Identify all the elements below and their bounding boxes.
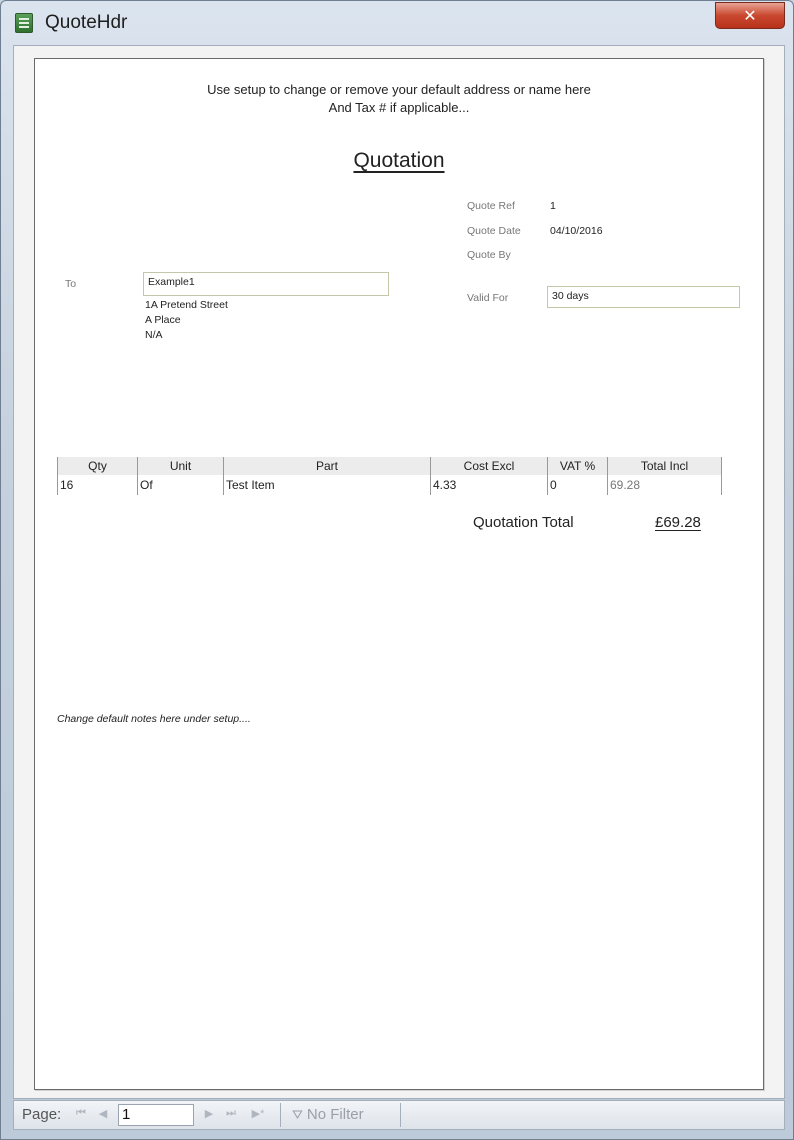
quotation-total-label: Quotation Total — [473, 514, 574, 531]
report-preview-area[interactable] — [13, 45, 785, 1099]
header-line-2: And Tax # if applicable... — [328, 100, 470, 115]
column-header-unit: Unit — [137, 457, 223, 475]
quote-date-value: 04/10/2016 — [550, 225, 603, 237]
column-header-cost-excl: Cost Excl — [430, 457, 547, 475]
filter-icon: ⛛ — [292, 1107, 303, 1122]
address-line-1: 1A Pretend Street — [145, 299, 228, 311]
record-navigation-bar — [13, 1100, 785, 1130]
separator — [400, 1103, 401, 1127]
title-bar[interactable] — [1, 1, 793, 45]
page-number-input[interactable]: 1 — [118, 1104, 194, 1126]
separator — [280, 1103, 281, 1127]
table-cell-vat: 0 — [547, 475, 607, 495]
table-cell-unit: Of — [137, 475, 223, 495]
quote-by-label: Quote By — [467, 249, 511, 261]
table-cell-qty: 16 — [57, 475, 137, 495]
header-line-1: Use setup to change or remove your default address or name here — [207, 82, 591, 97]
filter-toggle-button[interactable] — [292, 1106, 364, 1123]
address-line-3: N/A — [145, 329, 163, 341]
column-header-total-incl: Total Incl — [607, 457, 722, 475]
close-button[interactable]: ✕ — [715, 2, 785, 29]
column-header-part: Part — [223, 457, 430, 475]
window-title: QuoteHdr — [45, 12, 128, 33]
column-header-vat: VAT % — [547, 457, 607, 475]
page-label: Page: — [22, 1106, 62, 1123]
column-header-qty: Qty — [57, 457, 137, 475]
table-cell-total-incl: 69.28 — [607, 475, 722, 495]
new-record-icon[interactable]: ▶* — [251, 1108, 265, 1120]
to-name-field: Example1 — [143, 272, 389, 296]
previous-page-icon[interactable]: ◀ — [98, 1108, 108, 1120]
address-line-2: A Place — [145, 314, 181, 326]
valid-for-label: Valid For — [467, 292, 509, 304]
filter-label: No Filter — [306, 1106, 364, 1123]
report-page — [34, 58, 764, 1090]
default-notes: Change default notes here under setup.... — [57, 713, 251, 725]
table-cell-cost-excl: 4.33 — [430, 475, 547, 495]
page-title — [35, 149, 763, 173]
quote-date-label: Quote Date — [467, 225, 521, 237]
next-page-icon[interactable]: ▶ — [204, 1108, 214, 1120]
first-page-icon[interactable]: ⏮ — [76, 1107, 86, 1119]
report-icon — [15, 13, 33, 33]
table-cell-part: Test Item — [223, 475, 430, 495]
report-header — [35, 81, 763, 117]
valid-for-field: 30 days — [547, 286, 740, 308]
quotation-total-value: £69.28 — [655, 514, 701, 531]
page-title-text: Quotation — [353, 149, 445, 172]
quote-ref-value: 1 — [550, 200, 556, 212]
quote-ref-label: Quote Ref — [467, 200, 515, 212]
last-page-icon[interactable]: ⏭ — [226, 1107, 236, 1119]
to-label: To — [65, 278, 77, 290]
